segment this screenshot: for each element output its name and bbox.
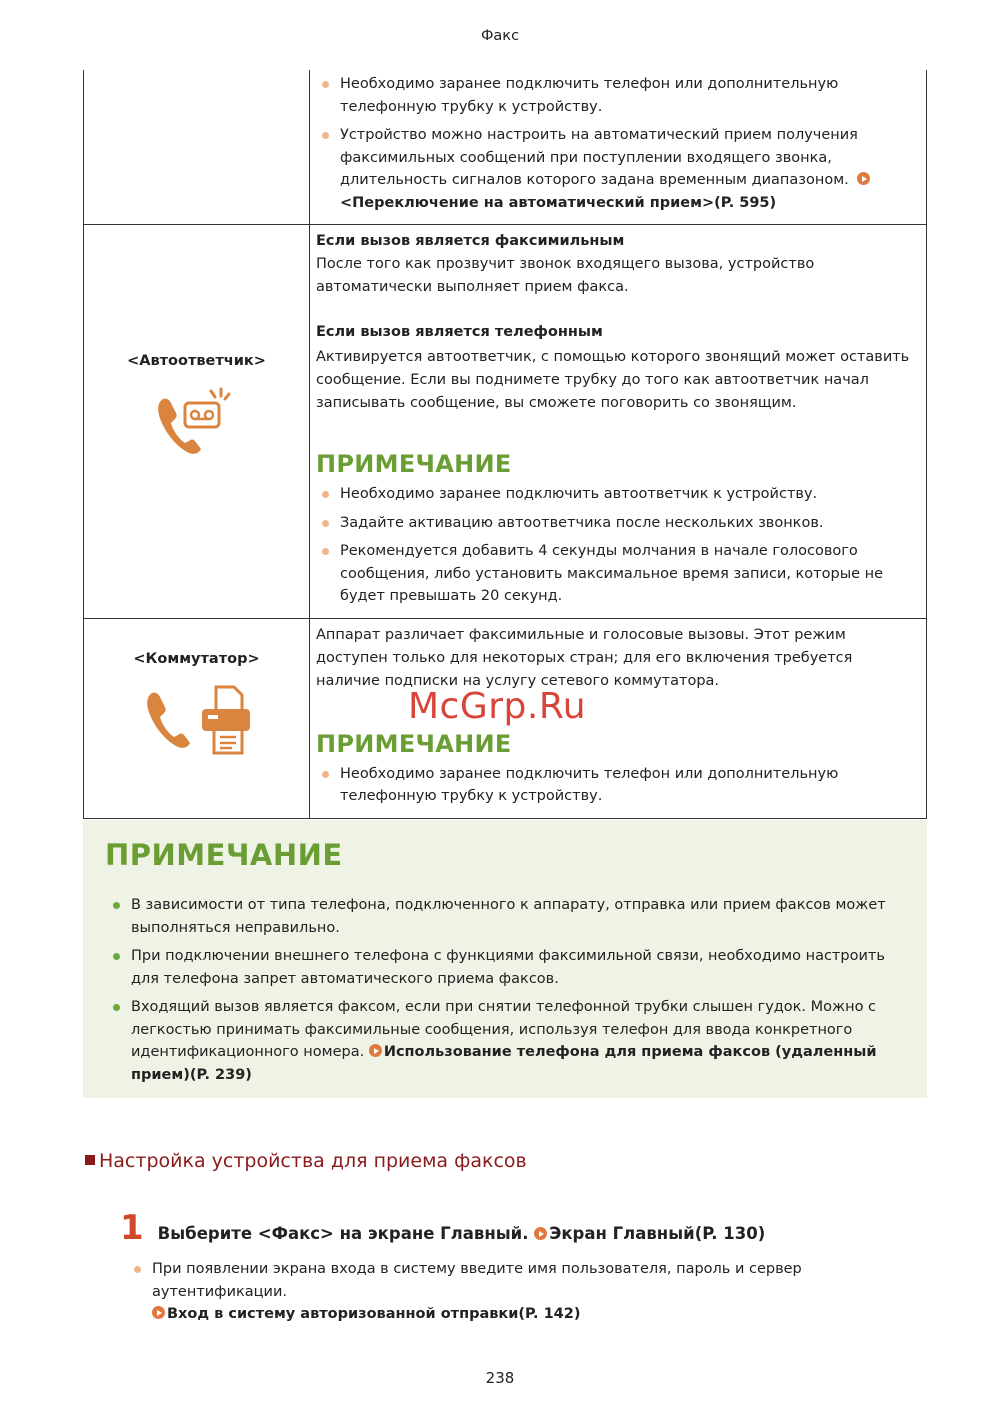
note-heading: ПРИМЕЧАНИЕ	[316, 729, 512, 758]
remote-receive-link[interactable]: Использование телефона для приема факсов (удаленный прием)(P. 239)	[131, 1044, 877, 1083]
bullet-list	[105, 894, 905, 1086]
page-number: 238	[485, 1369, 515, 1387]
table-row	[84, 70, 927, 225]
square-bullet-icon	[85, 1155, 95, 1165]
phone-call-heading: Если вызов является телефонным	[316, 324, 603, 340]
note-box-title: ПРИМЕЧАНИЕ	[105, 838, 343, 872]
step-text: Выберите <Факс> на экране Главный. Экран Главный(P. 130)	[157, 1224, 766, 1243]
link-arrow-icon	[152, 1306, 165, 1319]
fax-call-text: После того как прозвучит звонок входящего вызова, устройство автоматически выполняет прием факса.	[316, 256, 815, 295]
table-cell	[310, 225, 927, 619]
link-arrow-icon	[534, 1227, 547, 1240]
switch-description: Аппарат различает факсимильные и голосовые вызовы. Этот режим доступен только для некоторых стран; для его включения требуется наличие подписки на услугу сетевого коммутатора.	[316, 626, 853, 689]
bullet-list	[316, 483, 920, 608]
note-heading: ПРИМЕЧАНИЕ	[316, 450, 512, 478]
page-header: Факс	[480, 28, 520, 44]
list-item: В зависимости от типа телефона, подключенного к аппарату, отправка или прием факсов может выполняться неправильно.	[105, 894, 905, 939]
table-cell-label	[84, 225, 310, 619]
step-number: 1	[120, 1208, 144, 1248]
bullet-list	[316, 763, 920, 808]
phone-fax-icon	[142, 685, 252, 755]
auto-receive-link[interactable]: <Переключение на автоматический прием>(P. 595)	[340, 194, 777, 211]
list-item: Входящий вызов является факсом, если при снятии телефонной трубки слышен гудок. Можно с легкостью принимать факсимильные сообщения, используя телефон для ввода конкретного идентификационного номера. Использование телефона для приема факсов (удаленный прием)(P. 239)	[105, 996, 905, 1086]
login-link[interactable]: Вход в систему авторизованной отправки(P. 142)	[167, 1306, 581, 1322]
list-item: При появлении экрана входа в систему введите имя пользователя, пароль и сервер аутентификации. Вход в систему авторизованной отправки(P. 142)	[128, 1258, 928, 1326]
note-box	[83, 820, 927, 1098]
list-item: Необходимо заранее подключить телефон или дополнительную телефонную трубку к устройству.	[316, 73, 920, 118]
phone-call-text: Активируется автоответчик, с помощью которого звонящий может оставить сообщение. Если вы поднимете трубку до того как автоответчик начал записывать сообщение, вы сможете поговорить со звонящим.	[316, 349, 910, 411]
mode-label-switch: <Коммутатор>	[133, 650, 260, 667]
bullet-list	[128, 1258, 928, 1326]
step-1-note	[128, 1258, 928, 1332]
table-cell	[310, 618, 927, 818]
link-arrow-icon	[857, 172, 870, 185]
table-cell-label	[84, 618, 310, 818]
link-arrow-icon	[369, 1044, 382, 1057]
table-cell-empty	[84, 70, 310, 225]
table-row	[84, 225, 927, 619]
step-1	[120, 1208, 765, 1248]
list-item: Устройство можно настроить на автоматический прием получения факсимильных сообщений при поступлении входящего звонка, длительность сигналов которого задана временным диапазоном. <Переключение на автоматический прием>(P. 595)	[316, 124, 920, 214]
phone-answering-machine-icon	[149, 385, 245, 459]
bullet-list	[316, 73, 920, 214]
list-item: Рекомендуется добавить 4 секунды молчания в начале голосового сообщения, либо установить максимальное время записи, которые не будет превышать 20 секунд.	[316, 540, 920, 608]
list-item: Необходимо заранее подключить автоответчик к устройству.	[316, 483, 920, 506]
home-screen-link[interactable]: Экран Главный(P. 130)	[549, 1224, 766, 1243]
table-cell	[310, 70, 927, 225]
mode-label-answering: <Автоответчик>	[127, 353, 266, 369]
list-item: Необходимо заранее подключить телефон или дополнительную телефонную трубку к устройству.	[316, 763, 920, 808]
list-item: При подключении внешнего телефона с функциями факсимильной связи, необходимо настроить для телефона запрет автоматического приема факсов.	[105, 945, 905, 990]
section-heading: Настройка устройства для приема факсов	[85, 1150, 527, 1172]
watermark: McGrp.Ru	[408, 686, 587, 727]
fax-call-heading: Если вызов является факсимильным	[316, 233, 625, 249]
list-item: Задайте активацию автоответчика после нескольких звонков.	[316, 512, 920, 535]
